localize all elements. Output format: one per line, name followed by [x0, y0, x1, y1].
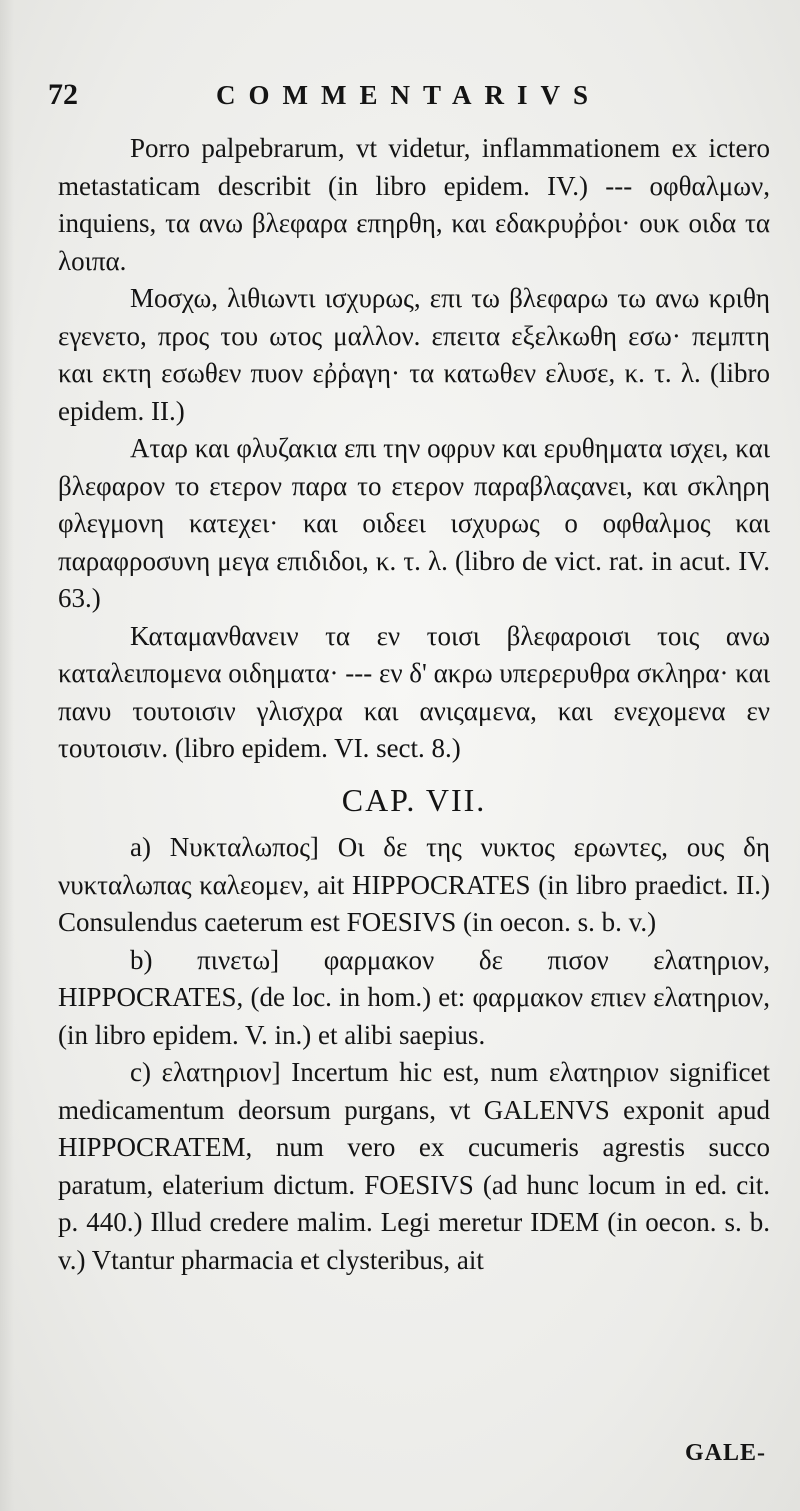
main-text [58, 130, 770, 1279]
page-number: 72 [48, 78, 78, 111]
note-a: a) Νυκταλωπος] Οι δε της νυκτος ερωντες, ους δη νυκταλωπας καλεομεν, ait HIPPOCRATES (in libro praedict. II.) Consulendus caeterum est FOESIVS (in oecon. s. b. v.) [58, 832, 770, 937]
page-header [48, 78, 788, 118]
paragraph-4: Καταμανθανειν τα εν τοισι βλεφαροισι τοις ανω καταλειπομενα οιδηματα· --- εν δ' ακρω υπερερυθρα σκληρα· και πανυ τουτοισιν γλισχρα και ανιςαμενα, και ενεχομενα εν τουτοισιν. (libro epidem. VI. sect. 8.) [58, 620, 770, 763]
note-c: c) ελατηριον] Incertum hic est, num ελατηριον significet medicamentum deorsum purgans, vt GALENVS exponit apud HIPPOCRATEM, num vero ex cucumeris agrestis succo paratum, elaterium dictum. FOESIVS (ad hunc locum in ed. cit. p. 440.) Illud credere malim. Legi meretur IDEM (in oecon. s. b. v.) Vtantur pharmacia et clysteribus, ait [58, 1057, 770, 1275]
paragraph-1: Porro palpebrarum, vt videtur, inflammationem ex ictero metastaticam describit (in libro epidem. IV.) --- οφθαλμων, inquiens, τα ανω βλεφαρα επηρθη, και εδακρυῤῥοι· ουκ οιδα τα λοιπα. [58, 133, 770, 276]
page-edge-shadow [0, 0, 14, 1511]
chapter-heading: CAP. VII. [341, 781, 487, 818]
paragraph-2: Μοσχω, λιθιωντι ισχυρως, επι τω βλεφαρω τω ανω κριθη εγενετο, προς του ωτος μαλλον. επειτα εξελκωθη εσω· πεμπτη και εκτη εσωθεν πυον εῤῥαγη· τα κατωθεν ελυσε, κ. τ. λ. (libro epidem. II.) [58, 283, 770, 426]
note-b: b) πινετω] φαρμακον δε πισον ελατηριον, HIPPOCRATES, (de loc. in hom.) et: φαρμακον επιεν ελατηριον, (in libro epidem. V. in.) et alibi saepius. [58, 944, 770, 1050]
running-head: COMMENTARIVS [216, 80, 601, 110]
catchword: GALE- [684, 1440, 766, 1466]
paragraph-3: Αταρ και φλυζακια επι την οφρυν και ερυθηματα ισχει, και βλεφαρον το ετερον παρα το ετερον παραβλαςανει, και σκληρη φλεγμονη κατεχει· και οιδεει ισχυρως ο οφθαλμος και παραφροσυνη μεγα επιδιδοι, κ. τ. λ. (libro de vict. rat. in acut. IV. 63.) [58, 433, 770, 613]
